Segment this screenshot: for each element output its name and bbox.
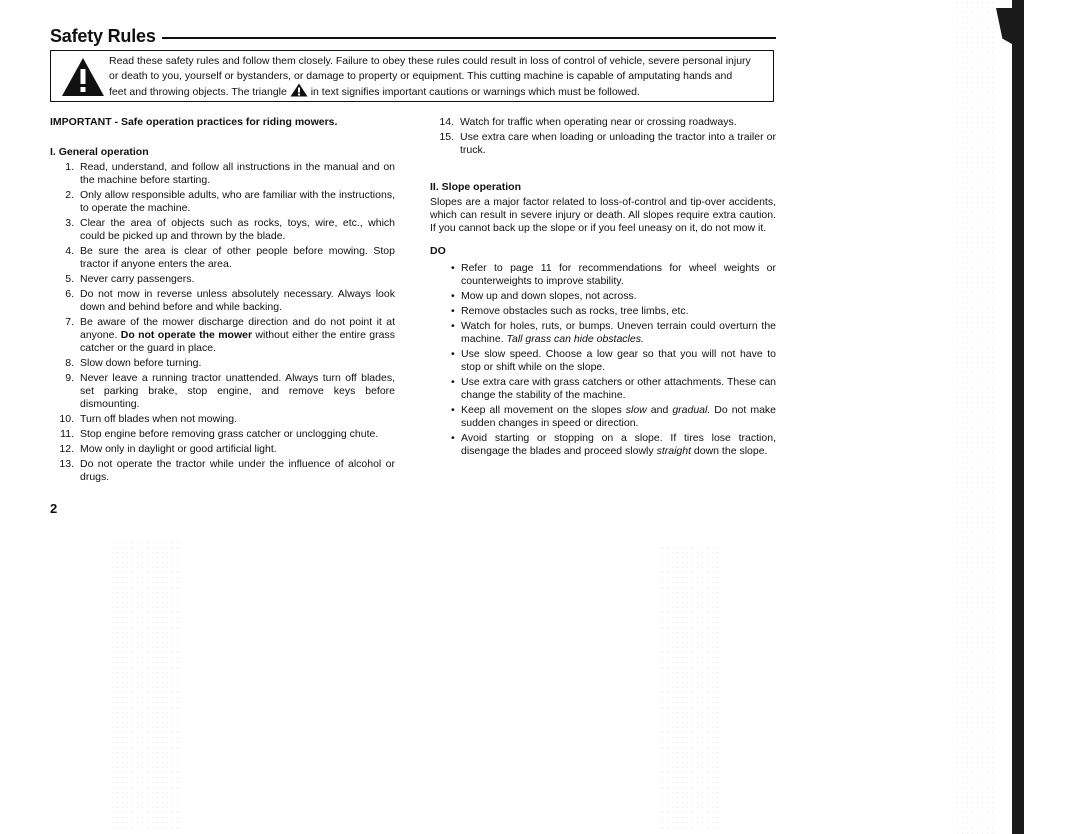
binding-tab: [996, 8, 1012, 44]
general-operation-list-continued: [430, 116, 776, 157]
important-heading: IMPORTANT - Safe operation practices for riding mowers.: [50, 116, 338, 128]
warning-text: [109, 54, 769, 100]
rule-item: 1. Read, understand, and follow all instructions in the manual and on the machine before starting.: [65, 161, 395, 186]
warning-line-2: or death to you, yourself or bystanders, or damage to property or equipment. This cutting machine is capable of amputating hands and: [109, 69, 733, 82]
scan-speckle: [110, 540, 180, 830]
right-column: [430, 116, 776, 460]
do-item: • Watch for holes, ruts, or bumps. Uneven terrain could overturn the machine. Tall grass can hide obstacles.: [430, 320, 776, 346]
rule-item: 14. Watch for traffic when operating near or crossing roadways.: [439, 116, 737, 128]
title-rule: [162, 37, 776, 39]
rule-item: 11. Stop engine before removing grass catcher or unclogging chute.: [60, 428, 379, 440]
binding-edge: [1012, 0, 1024, 834]
do-heading: DO: [430, 245, 446, 257]
warning-box: [50, 50, 774, 102]
rule-item: 6. Do not mow in reverse unless absolutely necessary. Always look down and behind before and while backing.: [65, 288, 395, 313]
warning-line-3-start: feet and throwing objects. The triangle: [109, 86, 287, 98]
warning-triangle-icon: [61, 57, 105, 97]
do-list: [430, 262, 776, 458]
rule-item: 3. Clear the area of objects such as rocks, toys, wire, etc., which could be picked up and thrown by the blade.: [65, 217, 395, 242]
warning-line-3: [109, 83, 769, 100]
title-row: [50, 25, 776, 47]
section-general-operation-title: I. General operation: [50, 146, 149, 158]
rule-item: 5. Never carry passengers.: [65, 273, 195, 285]
do-item: • Use slow speed. Choose a low gear so that you will not have to stop or shift while on the slope.: [430, 348, 776, 374]
rule-item: 2. Only allow responsible adults, who are familiar with the instructions, to operate the machine.: [65, 189, 395, 214]
do-item: • Remove obstacles such as rocks, tree limbs, etc.: [430, 305, 776, 318]
warning-line-3-end: in text signifies important cautions or warnings which must be followed.: [310, 86, 640, 98]
general-operation-list: [50, 161, 395, 484]
rule-item: 13. Do not operate the tractor while under the influence of alcohol or drugs.: [59, 458, 395, 483]
rule-item: 10. Turn off blades when not mowing.: [59, 413, 238, 425]
section-slope-operation-title: II. Slope operation: [430, 181, 522, 193]
scan-speckle: [660, 545, 720, 830]
rule-item: 8. Slow down before turning.: [65, 357, 202, 369]
do-item: • Mow up and down slopes, not across.: [430, 290, 776, 303]
rule-item: 7. Be aware of the mower discharge direction and do not point it at anyone. Do not operate the mower without either the entire grass catcher or the guard in place.: [65, 316, 395, 354]
warning-line-1: Read these safety rules and follow them closely. Failure to obey these rules could result in loss of control of vehicle, severe personal injury: [109, 55, 751, 67]
slope-paragraph: Slopes are a major factor related to loss-of-control and tip-over accidents, which can result in severe injury or death. All slopes require extra caution. If you cannot back up the slope or if you feel uneasy on it, do not mow it.: [430, 196, 776, 234]
rule-item: 15. Use extra care when loading or unloading the tractor into a trailer or truck.: [439, 131, 776, 156]
left-column: [50, 116, 395, 486]
page-number: 2: [50, 501, 58, 516]
rule-item: 4. Be sure the area is clear of other people before mowing. Stop tractor if anyone enters the area.: [65, 245, 395, 270]
rule-item: 9. Never leave a running tractor unattended. Always turn off blades, set parking brake, stop engine, and remove keys before dismounting.: [65, 372, 395, 410]
inline-warning-triangle-icon: [290, 83, 308, 97]
scan-speckle: [955, 0, 995, 834]
do-item: • Refer to page 11 for recommendations for wheel weights or counterweights to improve stability.: [430, 262, 776, 288]
page-title: Safety Rules: [50, 25, 156, 46]
do-item: • Use extra care with grass catchers or other attachments. These can change the stability of the machine.: [430, 376, 776, 402]
do-item: • Avoid starting or stopping on a slope. If tires lose traction, disengage the blades and proceed slowly straight down the slope.: [430, 432, 776, 458]
rule-item: 12. Mow only in daylight or good artificial light.: [59, 443, 277, 455]
do-item: • Keep all movement on the slopes slow and gradual. Do not make sudden changes in speed or direction.: [430, 404, 776, 430]
